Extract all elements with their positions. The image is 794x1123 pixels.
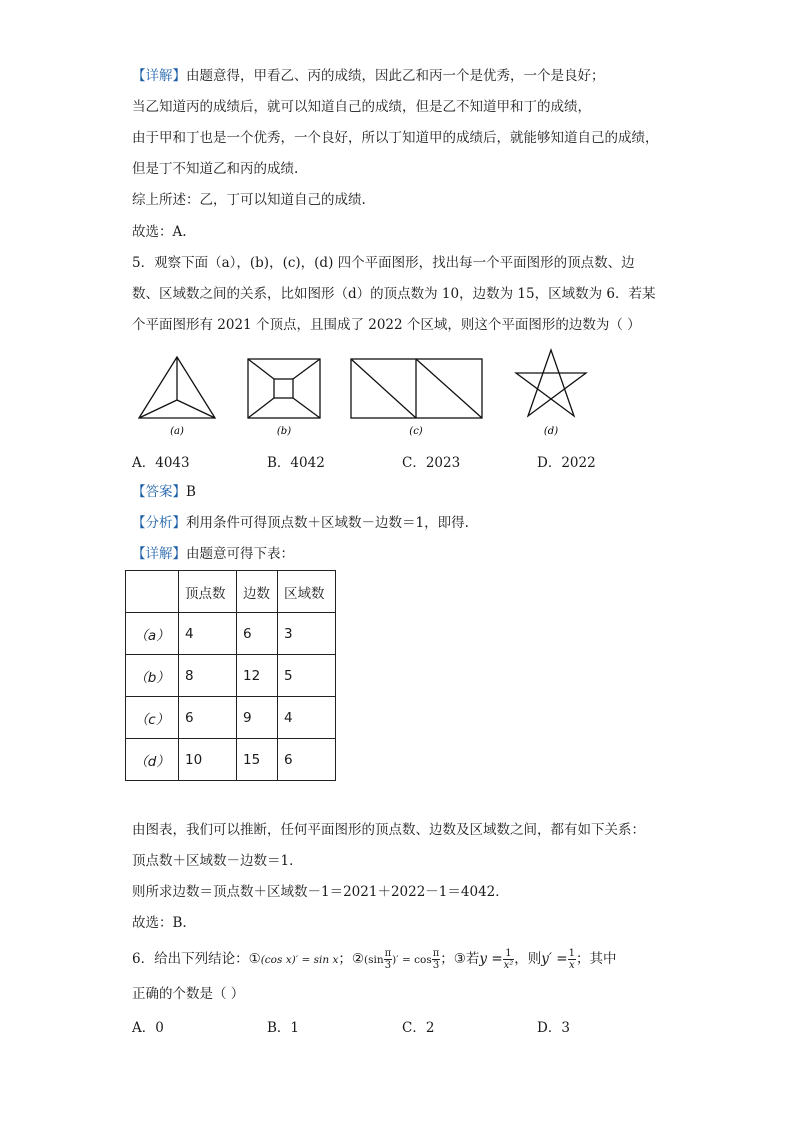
- q6-fraction-pi-over-3-b: [432, 948, 441, 971]
- q6-conclusion-1-num: ①: [248, 951, 261, 967]
- q6-fraction-pi-over-3: [384, 948, 393, 971]
- q6-option-b: B．1: [267, 1020, 300, 1036]
- q5-conclusion-line3: 则所求边数＝顶点数＋区域数－1＝2021＋2022－1＝4042．: [132, 884, 509, 900]
- table-cell: 6: [278, 739, 336, 781]
- q5-detail: 由题意可得下表：: [186, 546, 294, 562]
- q6-conclusion-3-num: ③若: [453, 951, 480, 967]
- figure-c-label: (c): [409, 426, 423, 437]
- table-cell: （a）: [126, 613, 179, 655]
- table-header-cell: [126, 571, 179, 613]
- figure-b: [245, 353, 325, 438]
- analysis-tag: 【分析】: [132, 515, 186, 531]
- q6-conclusion-2-left: (sin: [363, 954, 384, 966]
- q5-stem-line2: 数、区域数之间的关系，比如图形（d）的顶点数为 10，边数为 15，区域数为 6．若某: [132, 286, 656, 302]
- table-header-cell: 边数: [237, 571, 278, 613]
- figure-b-label: (b): [276, 426, 292, 437]
- table-cell: 4: [278, 697, 336, 739]
- fraction-denominator: 3: [384, 960, 392, 971]
- table-cell: 6: [179, 697, 237, 739]
- q5-option-c: C．2023: [402, 455, 461, 471]
- table-cell: 5: [278, 655, 336, 697]
- fraction-denominator: x: [568, 960, 575, 971]
- fraction-numerator: 1: [503, 948, 515, 960]
- table-cell: （c）: [126, 697, 179, 739]
- q4-detail-line: [132, 66, 605, 86]
- detail-tag: 【详解】: [132, 68, 186, 84]
- data-table: [125, 570, 336, 781]
- table-cell: 10: [179, 739, 237, 781]
- q4-line5: 综上所述：乙，丁可以知道自己的成绩.: [132, 192, 366, 208]
- table-header-cell: 区域数: [278, 571, 336, 613]
- table-cell: 4: [179, 613, 237, 655]
- q5-conclusion-line2: 顶点数＋区域数－边数＝1．: [132, 853, 303, 869]
- fraction-numerator: π: [432, 948, 440, 959]
- q6-stem-prefix: 6．给出下列结论：: [132, 951, 249, 967]
- detail-tag: 【详解】: [132, 546, 186, 562]
- figure-d-label: (d): [543, 426, 559, 437]
- table-cell: （d）: [126, 739, 179, 781]
- q5-stem-line3: 个平面图形有 2021 个顶点，且围成了 2022 个区域，则这个平面图形的边数为（ ）: [132, 317, 641, 333]
- q5-detail-line: [132, 544, 294, 564]
- q5-answer: B: [186, 484, 196, 500]
- table-header-row: [126, 571, 336, 613]
- table-row: [126, 613, 336, 655]
- table-cell: 3: [278, 613, 336, 655]
- fraction-numerator: π: [384, 948, 392, 959]
- figure-a-label: (a): [170, 426, 184, 437]
- q6-option-d: D．3: [537, 1020, 570, 1036]
- q4-line4: 但是丁不知道乙和丙的成绩.: [132, 161, 299, 177]
- fraction-numerator: 1: [568, 948, 575, 959]
- q5-answer-line: [132, 482, 196, 502]
- q6-options: [132, 1016, 672, 1036]
- q5-conclusion-line4: 故选：B.: [132, 915, 187, 931]
- q5-options: [132, 451, 672, 471]
- table-cell: 6: [237, 613, 278, 655]
- q6-conclusion-3-y: y =: [479, 951, 503, 967]
- table-row: [126, 655, 336, 697]
- figure-a: [135, 353, 220, 438]
- q4-detail-text: 由题意得，甲看乙、丙的成绩，因此乙和丙一个是优秀，一个是良好；: [186, 68, 605, 84]
- q6-conclusion-2-mid: )′ = cos: [392, 954, 432, 966]
- q6-fraction-1-over-x: [568, 948, 576, 971]
- q6-fraction-1-over-x2: [503, 948, 515, 971]
- q5-stem-line1: 5．观察下面（a），(b)，(c)，(d) 四个平面图形，找出每一个平面图形的顶点数、边: [132, 255, 635, 271]
- q6-sep-2: ；: [440, 951, 454, 967]
- table-cell: 9: [237, 697, 278, 739]
- q6-conclusion-3-then: ，则: [514, 951, 542, 967]
- table-row: [126, 739, 336, 781]
- q4-line6: 故选：A.: [132, 224, 187, 240]
- q6-conclusion-3-yprime: y′ =: [541, 951, 568, 967]
- q4-line2: 当乙知道丙的成绩后，就可以知道自己的成绩，但是乙不知道甲和丁的成绩，: [132, 99, 591, 115]
- table-header-cell: 顶点数: [179, 571, 237, 613]
- table-cell: 12: [237, 655, 278, 697]
- table-cell: 15: [237, 739, 278, 781]
- answer-tag: 【答案】: [132, 484, 186, 500]
- q6-stem-line2: 正确的个数是（ ）: [132, 986, 245, 1002]
- q6-option-a: A．0: [132, 1020, 164, 1036]
- q5-option-a: A．4043: [132, 455, 190, 471]
- q5-analysis-line: [132, 513, 469, 533]
- q5-option-d: D．2022: [537, 455, 596, 471]
- q6-stem-line1: [132, 944, 616, 974]
- table-cell: （b）: [126, 655, 179, 697]
- q6-stem-tail: ；其中: [575, 951, 617, 967]
- table-row: [126, 697, 336, 739]
- q6-conclusion-2-num: ②: [351, 951, 364, 967]
- q6-option-c: C．2: [402, 1020, 435, 1036]
- q5-option-b: B．4042: [267, 455, 325, 471]
- figure-c: [347, 353, 487, 438]
- table-cell: 8: [179, 655, 237, 697]
- fraction-denominator: x²: [503, 960, 514, 971]
- q6-conclusion-1-expr: (cos x)′ = sin x: [260, 954, 339, 966]
- figure-d: [512, 347, 592, 438]
- q4-line3: 由于甲和丁也是一个优秀，一个良好，所以丁知道甲的成绩后，就能够知道自己的成绩，: [132, 130, 659, 146]
- q5-analysis: 利用条件可得顶点数＋区域数－边数＝1，即得.: [186, 515, 469, 531]
- fraction-denominator: 3: [432, 960, 440, 971]
- q6-sep-1: ；: [338, 951, 352, 967]
- q5-conclusion-line1: 由图表，我们可以推断，任何平面图形的顶点数、边数及区域数之间，都有如下关系：: [132, 822, 645, 838]
